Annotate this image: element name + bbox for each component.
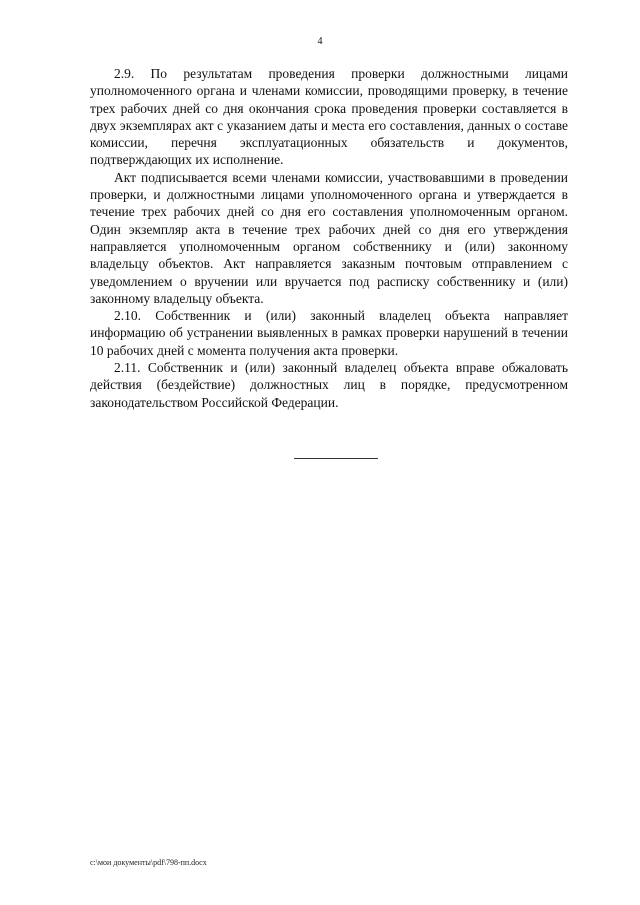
separator-line — [294, 458, 378, 459]
document-body — [90, 65, 568, 411]
footer-file-path: c:\мои документы\pdf\798-пп.docx — [90, 858, 207, 867]
paragraph-act-signing: Акт подписывается всеми членами комиссии, участвовавшими в проведении проверки, и должностными лицами уполномоченного органа и утверждается в течение трех рабочих дней со дня его составления уполномоченным органом. Один экземпляр акта в течение трех рабочих дней со дня его утверждения направляется уполномоченным органом собственнику и (или) законному владельцу объектов. Акт направляется заказным почтовым отправлением с уведомлением о вручении или вручается под расписку собственнику и (или) законному владельцу объекта. — [90, 169, 568, 306]
paragraph-2-10: 2.10. Собственник и (или) законный владелец объекта направляет информацию об устранении выявленных в рамках проверки нарушений в течении 10 рабочих дней с момента получения акта проверки. — [90, 308, 568, 358]
page-number: 4 — [317, 36, 323, 47]
paragraph-2-9: 2.9. По результатам проведения проверки должностными лицами уполномоченного органа и членами комиссии, проводящими проверку, в течение трех рабочих дней со дня окончания срока проведения проверки составляется в двух экземплярах акт с указанием даты и места его составления, данных о составе комиссии, перечня эксплуатационных обязательств и документов, подтверждающих их исполнение. — [90, 66, 568, 168]
paragraph-2-11: 2.11. Собственник и (или) законный владелец объекта вправе обжаловать действия (бездействие) должностных лиц в порядке, предусмотренном законодательством Российской Федерации. — [90, 360, 568, 410]
